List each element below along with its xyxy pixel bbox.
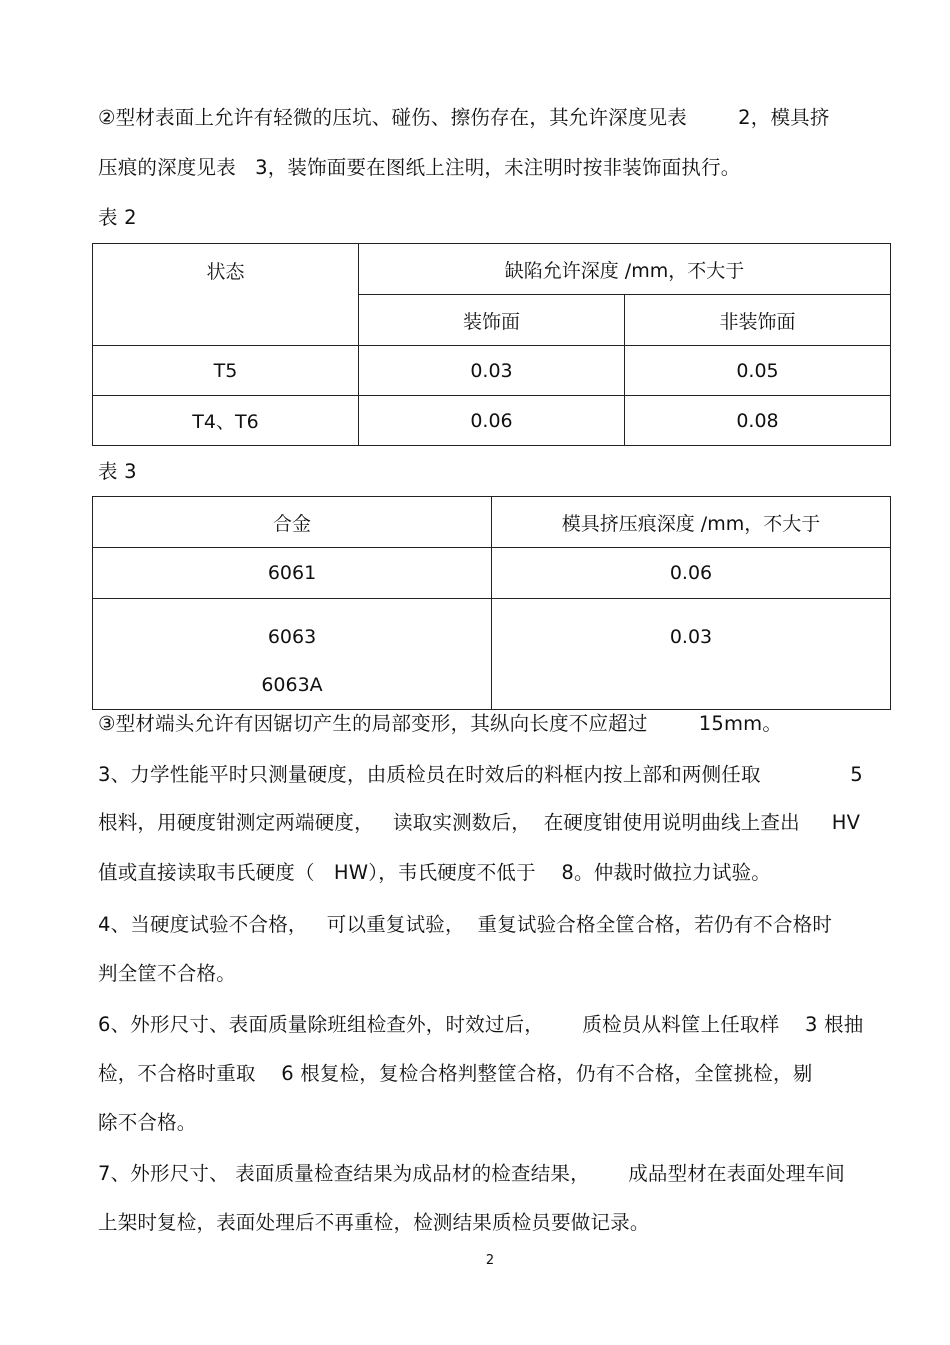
table-3 xyxy=(92,496,891,710)
cell-nondecorative: 0.05 xyxy=(625,346,891,396)
paragraph-line: ③型材端头允许有因锯切产生的局部变形，其纵向长度不应超过 15mm。 xyxy=(98,712,783,735)
header-depth: 缺陷允许深度 /mm，不大于 xyxy=(359,244,891,295)
subheader-nondecorative: 非装饰面 xyxy=(625,295,891,346)
alloy-6063a: 6063A xyxy=(261,674,323,696)
table-3-caption: 表 3 xyxy=(98,460,137,483)
paragraph-line: 上架时复检，表面处理后不再重检，检测结果质检员要做记录。 xyxy=(98,1211,650,1234)
paragraph-line: 7、外形尺寸、 表面质量检查结果为成品材的检查结果， 成品型材在表面处理车间 xyxy=(98,1162,845,1185)
header-alloy: 合金 xyxy=(93,497,492,548)
table-2-caption: 表 2 xyxy=(98,206,137,229)
paragraph-line: 3、力学性能平时只测量硬度，由质检员在时效后的料框内按上部和两侧任取 5 xyxy=(98,763,863,786)
cell-depth: 0.03 xyxy=(492,599,891,710)
table-row xyxy=(93,599,891,710)
cell-alloy xyxy=(93,599,492,710)
cell-decorative: 0.06 xyxy=(359,396,625,446)
paragraph-line: 值或直接读取韦氏硬度（ HW），韦氏硬度不低于 8。仲裁时做拉力试验。 xyxy=(98,861,771,884)
header-die-depth: 模具挤压痕深度 /mm，不大于 xyxy=(492,497,891,548)
table-row xyxy=(93,396,891,446)
cell-alloy: 6061 xyxy=(93,548,492,599)
cell-state: T5 xyxy=(93,346,359,396)
cell-decorative: 0.03 xyxy=(359,346,625,396)
alloy-6063: 6063 xyxy=(267,626,317,648)
cell-depth: 0.06 xyxy=(492,548,891,599)
paragraph-line: 检，不合格时重取 6 根复检，复检合格判整筐合格，仍有不合格，全筐挑检，剔 xyxy=(98,1062,813,1085)
page-number: 2 xyxy=(485,1253,495,1268)
table-2 xyxy=(92,243,891,446)
header-state: 状态 xyxy=(93,244,359,346)
paragraph-line: 6、外形尺寸、表面质量除班组检查外，时效过后， 质检员从料筐上任取样 3 根抽 xyxy=(98,1013,864,1036)
paragraph-line: ②型材表面上允许有轻微的压坑、碰伤、擦伤存在，其允许深度见表 2，模具挤 xyxy=(98,106,830,129)
cell-state: T4、T6 xyxy=(93,396,359,446)
table-row xyxy=(93,548,891,599)
paragraph-line: 4、当硬度试验不合格， 可以重复试验， 重复试验合格全筐合格，若仍有不合格时 xyxy=(98,913,833,936)
paragraph-line: 根料，用硬度钳测定两端硬度， 读取实测数后， 在硬度钳使用说明曲线上查出 HV xyxy=(98,811,861,834)
cell-nondecorative: 0.08 xyxy=(625,396,891,446)
table-row xyxy=(93,346,891,396)
paragraph-line: 除不合格。 xyxy=(98,1111,197,1134)
subheader-decorative: 装饰面 xyxy=(359,295,625,346)
paragraph-line: 判全筐不合格。 xyxy=(98,962,236,985)
paragraph-line: 压痕的深度见表 3，装饰面要在图纸上注明，未注明时按非装饰面执行。 xyxy=(98,156,741,179)
